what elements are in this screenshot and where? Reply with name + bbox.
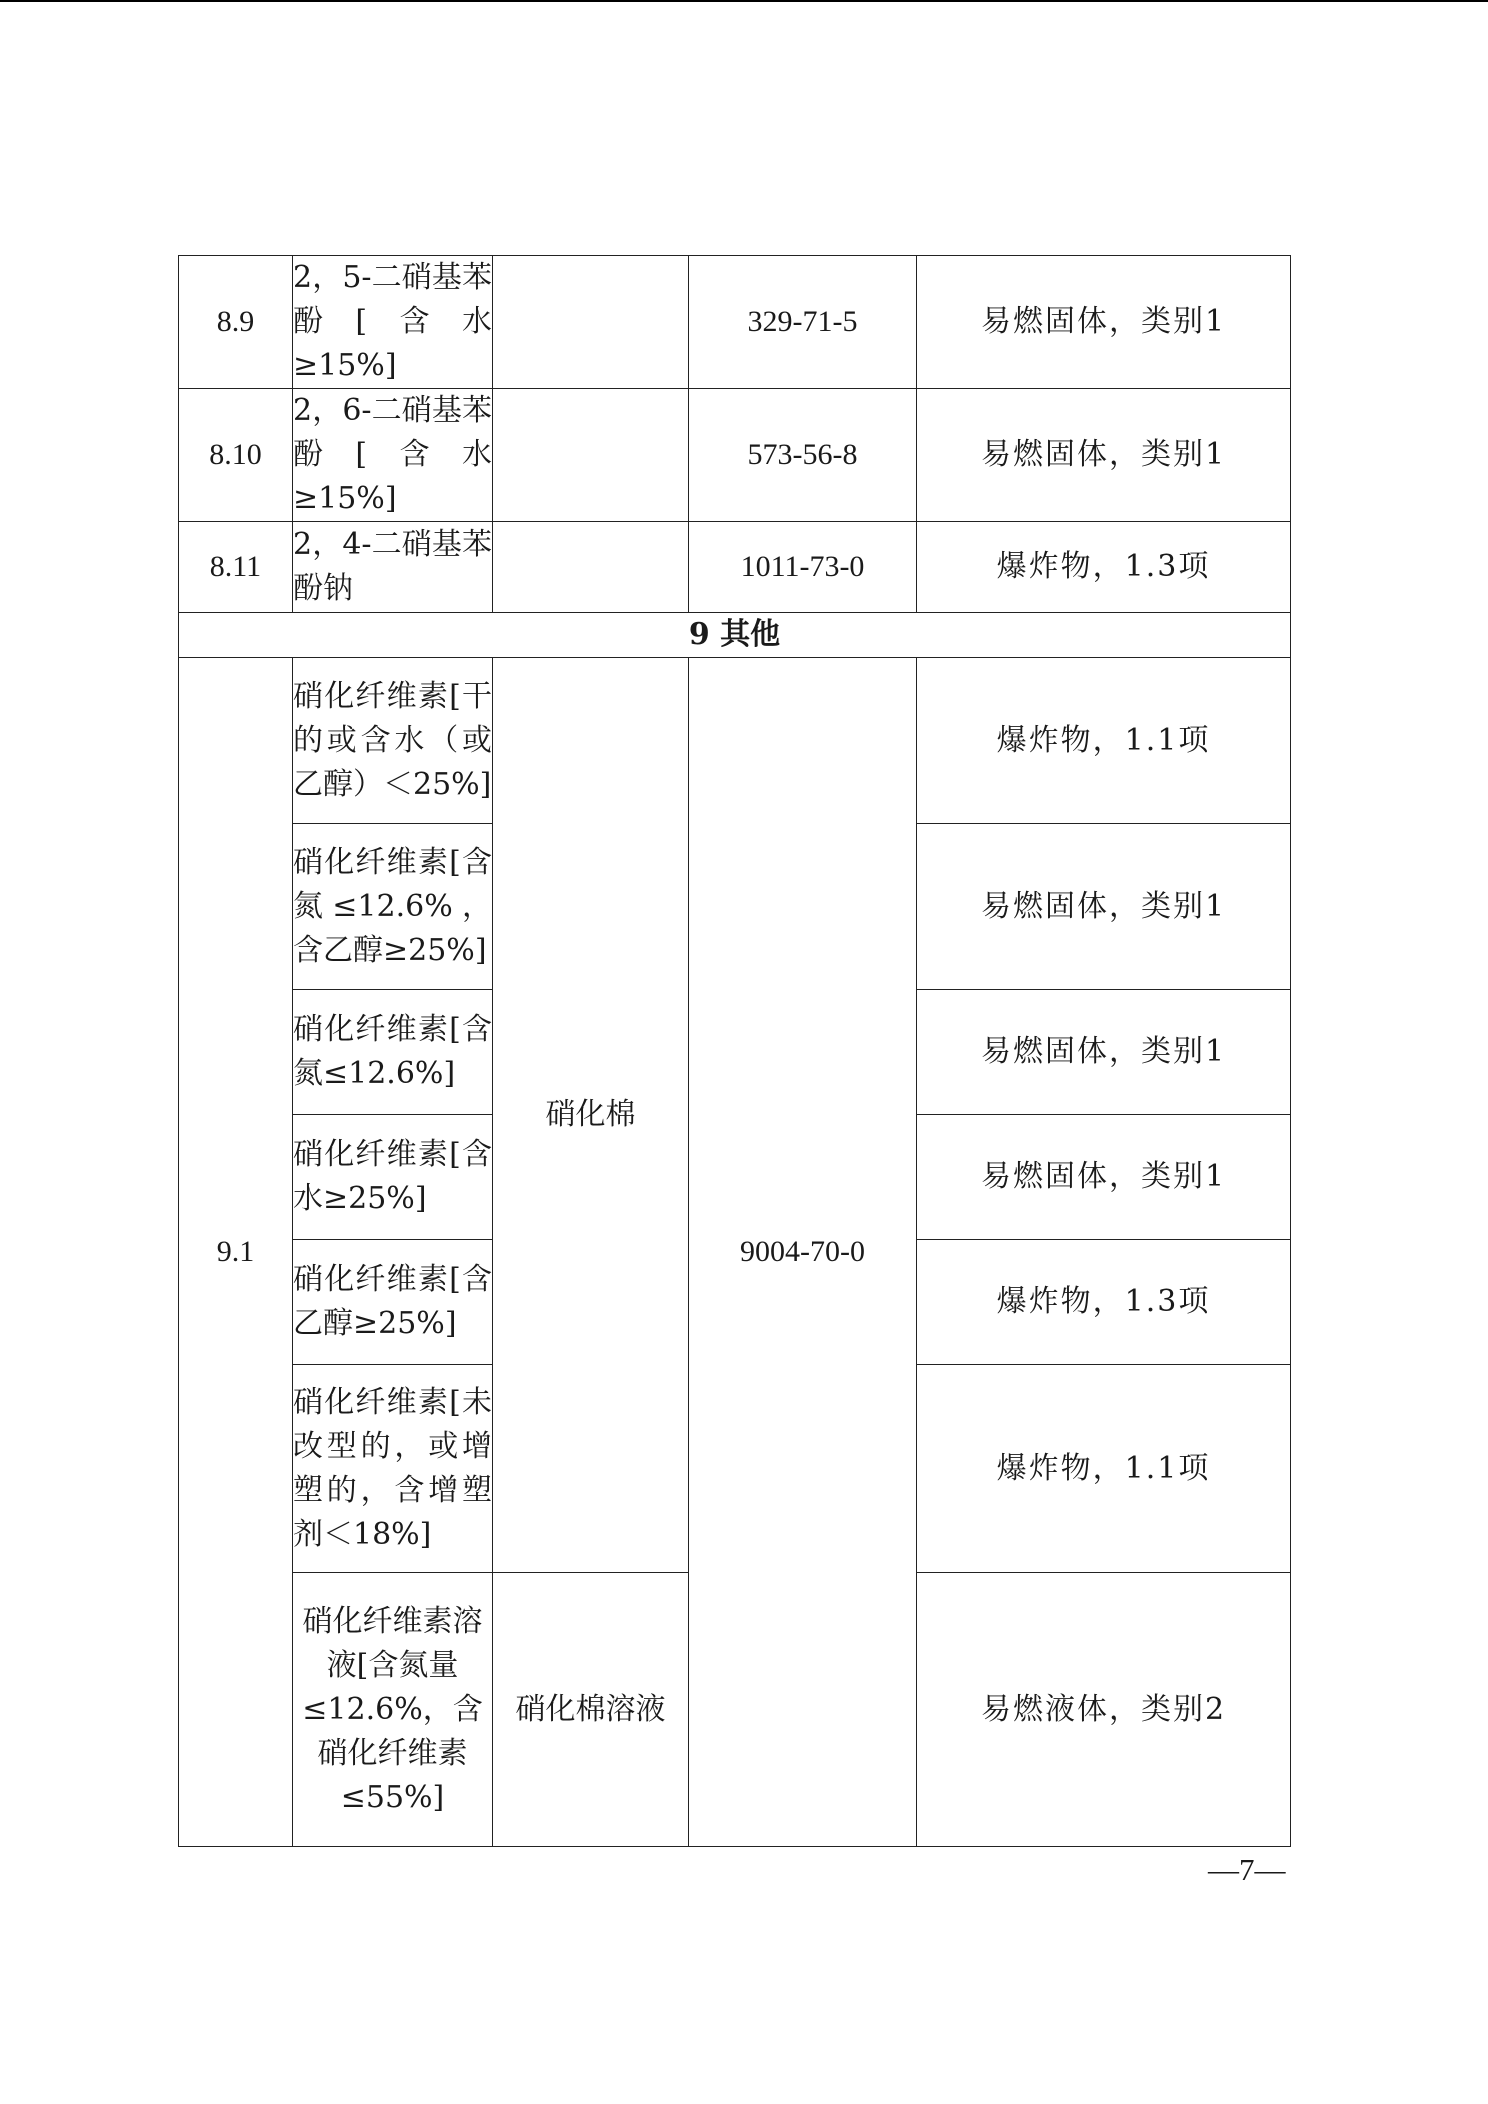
table-row bbox=[179, 522, 1291, 613]
row-number: 8.10 bbox=[179, 389, 293, 522]
chemical-name-text: 硝化纤维素[未改型的，或增塑的，含增塑剂＜18%] bbox=[293, 1384, 492, 1552]
chemical-name-text: 2，4-二硝基苯酚钠 bbox=[293, 527, 492, 606]
chemical-name bbox=[293, 824, 493, 990]
chemical-name bbox=[293, 256, 493, 389]
chemical-name-text: 2，6-二硝基苯酚[含水≥15%] bbox=[293, 393, 492, 516]
hazardous-chemicals-table bbox=[178, 255, 1291, 1847]
alias-cell bbox=[493, 389, 689, 522]
chemical-name bbox=[293, 1365, 493, 1573]
cas-number: 1011-73-0 bbox=[689, 522, 917, 613]
chemical-name-text: 硝化纤维素[含氮≤12.6%，含乙醇≥25%] bbox=[293, 844, 492, 968]
chemical-name bbox=[293, 522, 493, 613]
hazard-class: 易燃固体，类别1 bbox=[917, 824, 1291, 990]
chemical-name-text: 2，5-二硝基苯酚[含水≥15%] bbox=[293, 260, 492, 383]
hazard-class: 爆炸物，1.1项 bbox=[917, 1365, 1291, 1573]
chemical-name bbox=[293, 658, 493, 824]
hazard-class: 爆炸物，1.3项 bbox=[917, 1240, 1291, 1365]
section-heading: 9 其他 bbox=[179, 613, 1291, 658]
table-row bbox=[179, 389, 1291, 522]
row-number: 9.1 bbox=[179, 658, 293, 1847]
alias-cell: 硝化棉 bbox=[493, 658, 689, 1573]
chemical-name: 硝化纤维素溶液[含氮量≤12.6%，含硝化纤维素≤55%] bbox=[293, 1573, 493, 1847]
chemical-name bbox=[293, 990, 493, 1115]
row-number: 8.11 bbox=[179, 522, 293, 613]
table-row bbox=[179, 658, 1291, 824]
cas-number: 329-71-5 bbox=[689, 256, 917, 389]
chemical-name-text: 硝化纤维素[干的或含水（或乙醇）＜25%] bbox=[293, 678, 492, 802]
hazard-class: 易燃固体，类别1 bbox=[917, 256, 1291, 389]
chemical-name bbox=[293, 1115, 493, 1240]
cas-number: 9004-70-0 bbox=[689, 658, 917, 1847]
cas-number: 573-56-8 bbox=[689, 389, 917, 522]
alias-cell bbox=[493, 256, 689, 389]
hazard-class: 爆炸物，1.3项 bbox=[917, 522, 1291, 613]
chemical-name bbox=[293, 1240, 493, 1365]
hazard-class: 易燃液体，类别2 bbox=[917, 1573, 1291, 1847]
section-heading-row bbox=[179, 613, 1291, 658]
top-border-line bbox=[0, 0, 1488, 2]
table-row bbox=[179, 256, 1291, 389]
hazard-class: 易燃固体，类别1 bbox=[917, 1115, 1291, 1240]
alias-cell: 硝化棉溶液 bbox=[493, 1573, 689, 1847]
chemical-name-text: 硝化纤维素[含氮≤12.6%] bbox=[293, 1012, 492, 1091]
alias-cell bbox=[493, 522, 689, 613]
hazard-class: 易燃固体，类别1 bbox=[917, 389, 1291, 522]
page-number: —7— bbox=[1208, 1852, 1286, 1887]
row-number: 8.9 bbox=[179, 256, 293, 389]
chemical-name bbox=[293, 389, 493, 522]
hazard-class: 易燃固体，类别1 bbox=[917, 990, 1291, 1115]
chemical-name-text: 硝化纤维素[含水≥25%] bbox=[293, 1137, 492, 1216]
chemical-name-text: 硝化纤维素[含乙醇≥25%] bbox=[293, 1262, 492, 1341]
hazard-class: 爆炸物，1.1项 bbox=[917, 658, 1291, 824]
